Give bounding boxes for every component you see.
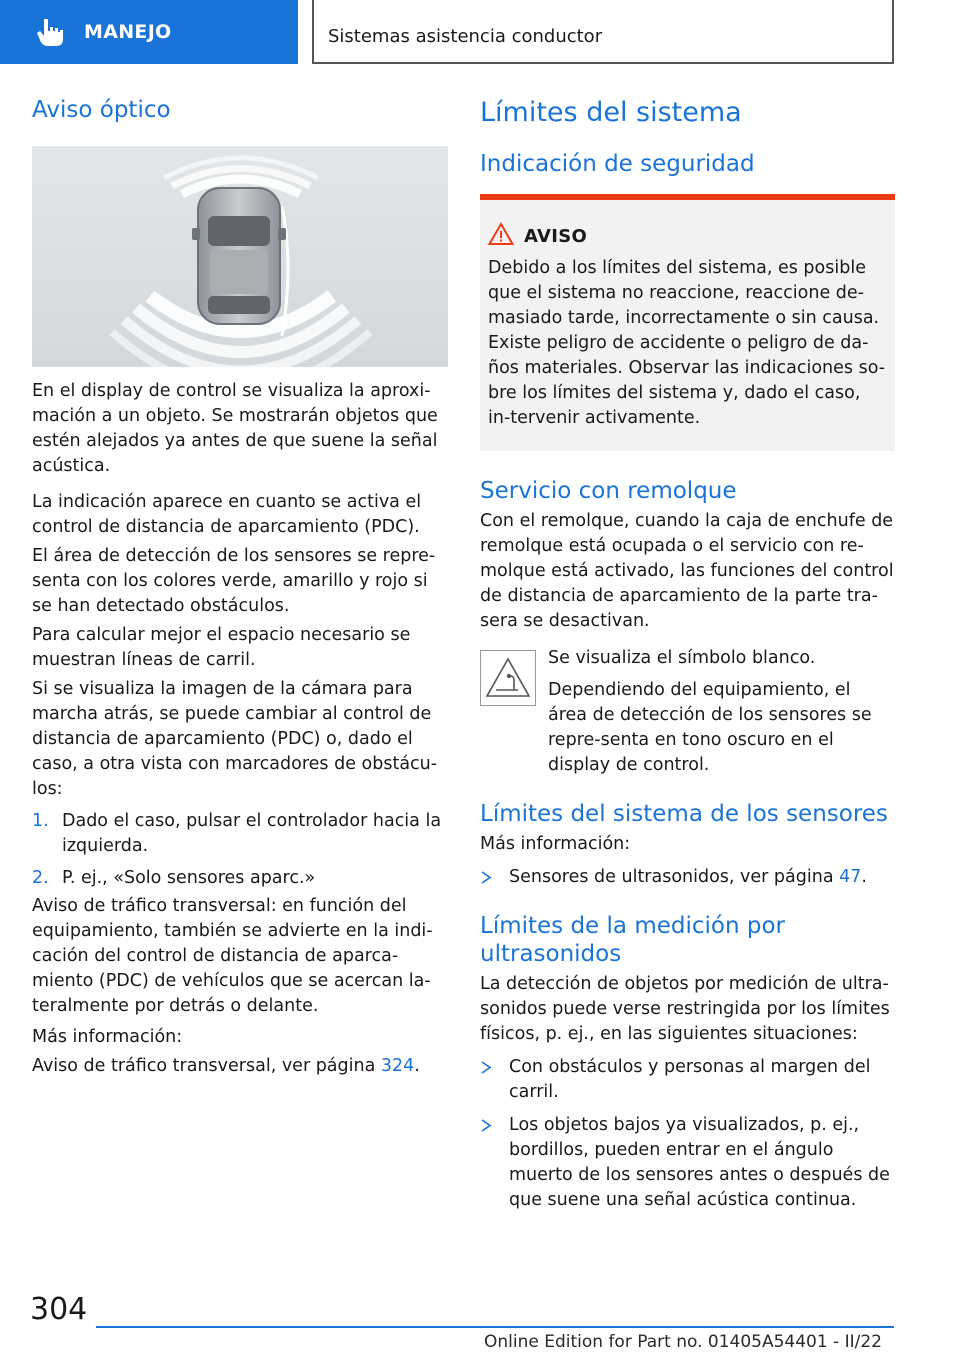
warning-text: Debido a los límites del sistema, es posible que el sistema no reaccione, reaccione de-masiado tarde, incorrectamente o sin causa. Existe peligro de accidente o peligro de da-ños materiales. Observar las indicaciones so-bre los límites del sistema y, dado el caso, in-tervenir activamente.: [488, 258, 886, 428]
heading-limites-sensores: Límites del sistema de los sensores: [480, 801, 888, 827]
sensors-list: [480, 865, 895, 890]
left-column: [32, 96, 448, 1079]
paragraph: Aviso de tráfico transversal: en función del equipamiento, también se advierte en la indi-cación del control de distancia de aparca-miento (PDC) de vehículos que se acercan la-teralmente por detrás o delante.: [32, 896, 433, 1016]
step-text: Dado el caso, pulsar el controlador hacia la izquierda.: [62, 811, 442, 856]
warning-triangle-icon: [488, 222, 514, 250]
more-info-label: Más información:: [32, 1027, 183, 1047]
footer-divider: [96, 1326, 894, 1328]
paragraph: La indicación aparece en cuanto se activa el control de distancia de aparcamiento (PDC).: [32, 492, 422, 537]
parking-sensor-illustration: [32, 146, 448, 367]
page-link-47[interactable]: 47: [839, 867, 862, 887]
ref-text: Aviso de tráfico transversal, ver página: [32, 1056, 381, 1076]
edition-text: Online Edition for Part no. 01405A54401 - II/22: [483, 1332, 882, 1352]
cross-reference: [32, 1054, 448, 1079]
paragraph: Dependiendo del equipamiento, el área de detección de los sensores se repre-senta en tono oscuro en el display de control.: [548, 680, 872, 775]
paragraph: El área de detección de los sensores se repre-senta con los colores verde, amarillo y rojo si se han detectado obstáculos.: [32, 546, 436, 616]
item-end: .: [861, 867, 867, 887]
list-item: [480, 1113, 895, 1213]
paragraph: Con el remolque, cuando la caja de enchufe de remolque está ocupada o el servicio con re-molque está activado, las funciones del control de distancia de aparcamiento de la parte tra-sera se desactivan.: [480, 511, 894, 631]
bullet-triangle-icon: [480, 1113, 494, 1138]
paragraph: En el display de control se visualiza la aproxi-mación a un objeto. Se mostrarán objetos que estén alejados ya antes de que suene la señal acústica.: [32, 381, 438, 476]
paragraph: La detección de objetos por medición de ultra-sonidos puede verse restringida por los límites físicos, p. ej., en las siguientes situaciones:: [480, 974, 890, 1044]
ref-end: .: [414, 1056, 420, 1076]
heading-indicacion-seguridad: Indicación de seguridad: [480, 151, 755, 177]
paragraph: Se visualiza el símbolo blanco.: [548, 648, 816, 668]
list-item: [32, 866, 448, 891]
bullet-triangle-icon: [480, 1055, 494, 1080]
section-header: [312, 0, 894, 64]
more-info-label: Más información:: [480, 834, 631, 854]
chapter-label: MANEJO: [84, 21, 172, 43]
trailer-symbol-block: [480, 646, 895, 778]
heading-limites-sistema: Límites del sistema: [480, 97, 742, 128]
page-number: 304: [30, 1292, 88, 1327]
warning-title: AVISO: [524, 225, 588, 247]
step-text: P. ej., «Solo sensores aparc.»: [62, 868, 316, 888]
trailer-warning-icon: [480, 650, 536, 706]
steps-list: [32, 809, 448, 891]
heading-limites-ultrasonidos: Límites de la medición por ultrasonidos: [480, 913, 785, 967]
item-text: Con obstáculos y personas al margen del carril.: [509, 1057, 871, 1102]
warning-box: [480, 200, 895, 451]
heading-aviso-optico: Aviso óptico: [32, 97, 171, 123]
step-number: 2.: [32, 868, 49, 888]
list-item: [480, 865, 895, 890]
right-column: [480, 96, 895, 1213]
item-text: Sensores de ultrasonidos, ver página: [509, 867, 840, 887]
bullet-triangle-icon: [480, 865, 494, 890]
ultra-list: [480, 1055, 895, 1213]
page-link-324[interactable]: 324: [380, 1056, 415, 1076]
heading-servicio-remolque: Servicio con remolque: [480, 478, 737, 504]
pdc-figure: [32, 146, 448, 367]
list-item: [480, 1055, 895, 1105]
item-text: Los objetos bajos ya visualizados, p. ej., bordillos, pueden entrar en el ángulo muerto de los sensores antes o después de que suene una señal acústica continua.: [509, 1115, 890, 1210]
section-title: Sistemas asistencia conductor: [328, 26, 603, 47]
paragraph: Para calcular mejor el espacio necesario se muestran líneas de carril.: [32, 625, 411, 670]
steering-hand-icon: [34, 14, 70, 50]
paragraph: Si se visualiza la imagen de la cámara para marcha atrás, se puede cambiar al control de distancia de aparcamiento (PDC) o, dado el caso, a otra vista con marcadores de obstácu-los:: [32, 679, 438, 799]
step-number: 1.: [32, 811, 49, 831]
chapter-tab[interactable]: [0, 0, 298, 64]
list-item: [32, 809, 448, 859]
